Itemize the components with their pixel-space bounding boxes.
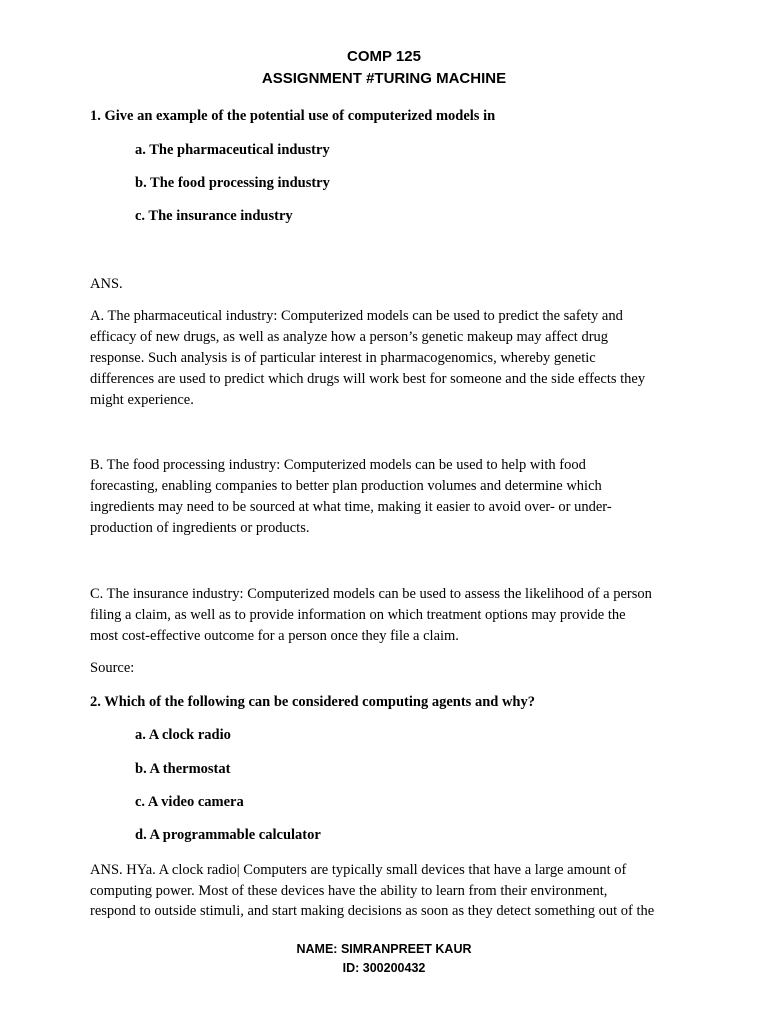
footer-id: ID: 300200432 [342,961,426,975]
answer-1b-line: forecasting, enabling companies to better plan production volumes and determine which [90,478,602,494]
answer-2-line: respond to outside stimuli, and start making decisions as soon as they detect something out of the [90,903,655,919]
question-2-option-a: a. A clock radio [135,727,231,743]
footer-name: NAME: SIMRANPREET KAUR [296,942,472,956]
question-2-option-d: d. A programmable calculator [135,827,321,843]
course-title: COMP 125 [347,48,421,65]
question-2-option-b: b. A thermostat [135,761,231,777]
answer-1a-line: efficacy of new drugs, as well as analyze how a person’s genetic makeup may affect drug [90,329,609,345]
answer-1a-line: differences are used to predict which drugs will work best for someone and the side effects they [90,371,646,387]
answer-1a-line: might experience. [90,392,194,408]
answer-1c-line: C. The insurance industry: Computerized models can be used to assess the likelihood of a person [90,586,652,602]
answer-1c-line: most cost-effective outcome for a person once they file a claim. [90,628,459,644]
question-1-option-a: a. The pharmaceutical industry [135,142,330,158]
answer-1a-line: A. The pharmaceutical industry: Computerized models can be used to predict the safety and [90,308,623,324]
answer-1b-line: ingredients may need to be sourced at what time, making it easier to avoid over- or under- [90,499,612,515]
answer-1c-line: filing a claim, as well as to provide information on which treatment options may provide the [90,607,626,623]
source-label: Source: [90,660,135,676]
assignment-title: ASSIGNMENT #TURING MACHINE [261,70,507,87]
answer-2-line: computing power. Most of these devices have the ability to learn from their environment, [90,883,608,899]
question-1-option-b: b. The food processing industry [135,175,330,191]
question-2-option-c: c. A video camera [135,794,244,810]
answer-1a-line: response. Such analysis is of particular interest in pharmacogenomics, whereby genetic [90,350,596,366]
answer-2-line: ANS. HYa. A clock radio| Computers are typically small devices that have a large amount of [90,862,627,878]
answer-1b-line: production of ingredients or products. [90,520,310,536]
answer-1b-line: B. The food processing industry: Computerized models can be used to help with food [90,457,586,473]
question-1-option-c: c. The insurance industry [135,208,293,224]
answer-1-label: ANS. [90,276,123,292]
question-1-prompt: 1. Give an example of the potential use of computerized models in [90,108,496,124]
question-2-prompt: 2. Which of the following can be considered computing agents and why? [90,694,535,710]
